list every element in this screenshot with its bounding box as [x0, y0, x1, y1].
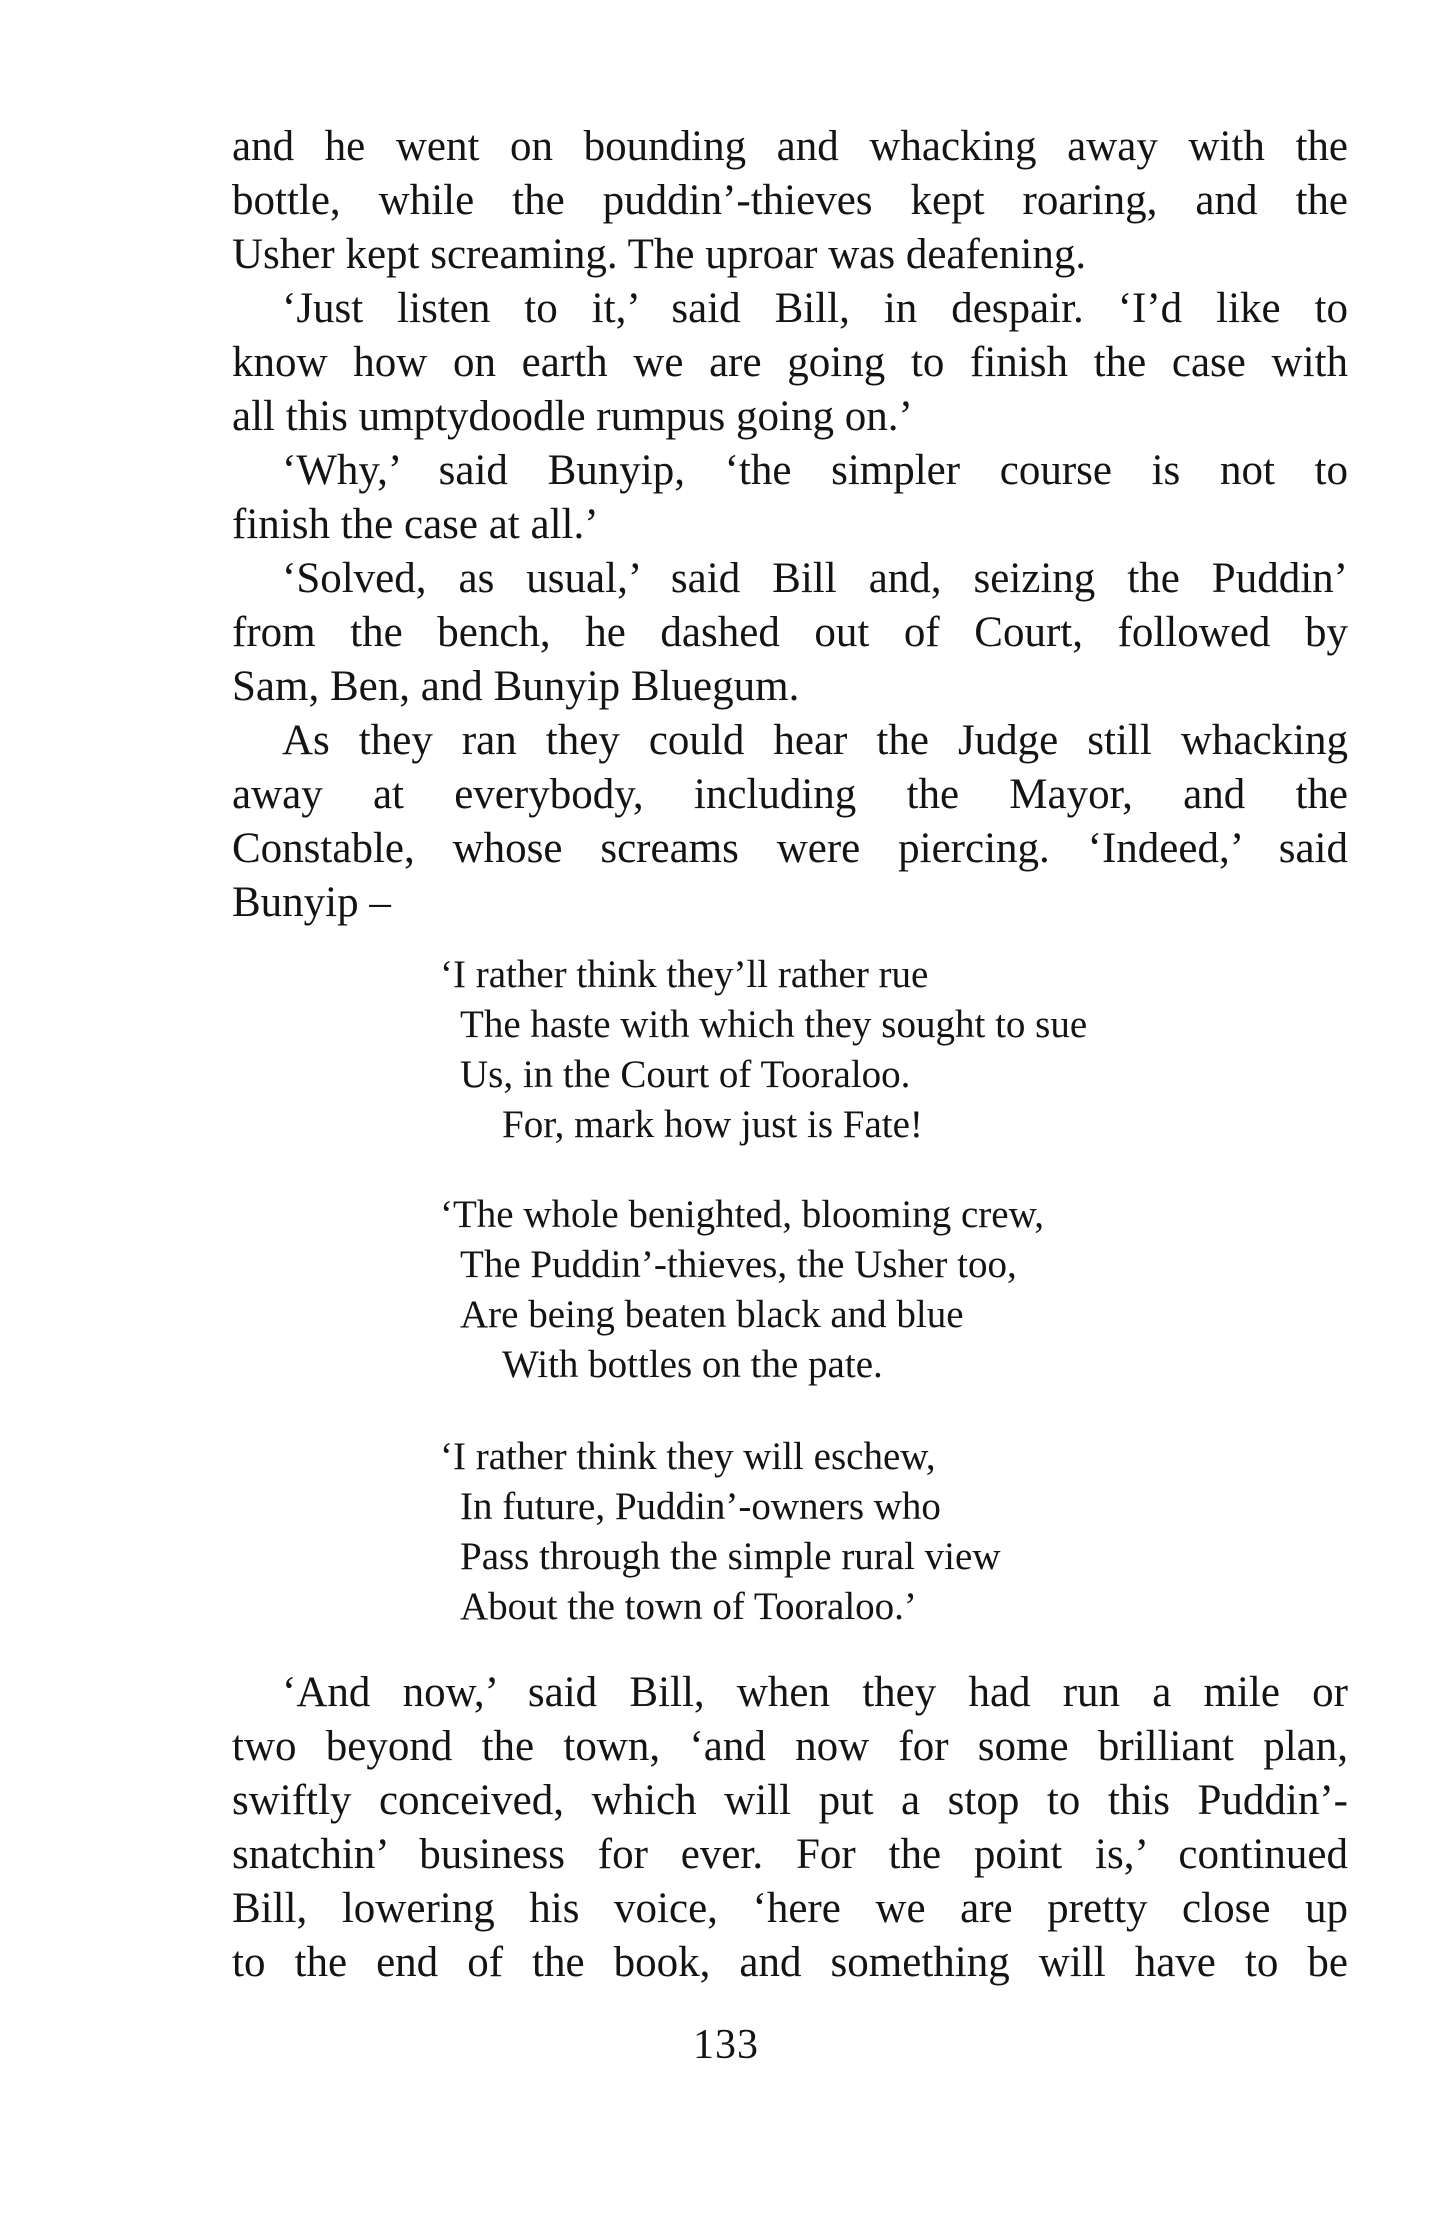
verse-line: With bottles on the pate.	[502, 1343, 883, 1386]
verse-line: ‘I rather think they will eschew,	[440, 1435, 936, 1478]
page-number: 133	[693, 2022, 759, 2068]
text-line: two beyond the town, ‘and now for some brilliant plan,	[232, 1723, 1348, 1770]
text-line: swiftly conceived, which will put a stop to this Puddin’-	[232, 1777, 1348, 1824]
text-line: ‘And now,’ said Bill, when they had run a mile or	[282, 1669, 1348, 1716]
verse-line: ‘I rather think they’ll rather rue	[440, 953, 929, 996]
verse-line: The haste with which they sought to sue	[460, 1003, 1088, 1046]
verse-line: In future, Puddin’-owners who	[460, 1485, 941, 1528]
text-line: Bunyip –	[232, 879, 391, 926]
text-line: away at everybody, including the Mayor, and the	[232, 771, 1348, 818]
verse-line: Pass through the simple rural view	[460, 1535, 1001, 1578]
text-line: and he went on bounding and whacking away with the	[232, 123, 1348, 170]
verse-line: ‘The whole benighted, blooming crew,	[440, 1193, 1044, 1236]
text-line: know how on earth we are going to finish the case with	[232, 339, 1348, 386]
verse-line: Us, in the Court of Tooraloo.	[460, 1053, 911, 1096]
verse-line: The Puddin’-thieves, the Usher too,	[460, 1243, 1017, 1286]
text-line: Sam, Ben, and Bunyip Bluegum.	[232, 663, 800, 710]
text-line: finish the case at all.’	[232, 501, 599, 548]
text-line: Constable, whose screams were piercing. ‘Indeed,’ said	[232, 825, 1348, 872]
text-line: to the end of the book, and something will have to be	[232, 1939, 1348, 1986]
verse-line: Are being beaten black and blue	[460, 1293, 964, 1336]
verse-line: About the town of Tooraloo.’	[460, 1585, 917, 1628]
text-line: Bill, lowering his voice, ‘here we are pretty close up	[232, 1885, 1348, 1932]
text-line: ‘Why,’ said Bunyip, ‘the simpler course is not to	[282, 447, 1348, 494]
text-line: ‘Just listen to it,’ said Bill, in despair. ‘I’d like to	[282, 285, 1348, 332]
text-line: As they ran they could hear the Judge still whacking	[282, 717, 1348, 764]
text-line: ‘Solved, as usual,’ said Bill and, seizing the Puddin’	[282, 555, 1348, 602]
verse-line: For, mark how just is Fate!	[502, 1103, 923, 1146]
text-line: from the bench, he dashed out of Court, followed by	[232, 609, 1348, 656]
text-line: snatchin’ business for ever. For the point is,’ continued	[232, 1831, 1348, 1878]
text-line: all this umptydoodle rumpus going on.’	[232, 393, 913, 440]
text-line: Usher kept screaming. The uproar was deafening.	[232, 231, 1087, 278]
text-line: bottle, while the puddin’-thieves kept roaring, and the	[232, 177, 1348, 224]
